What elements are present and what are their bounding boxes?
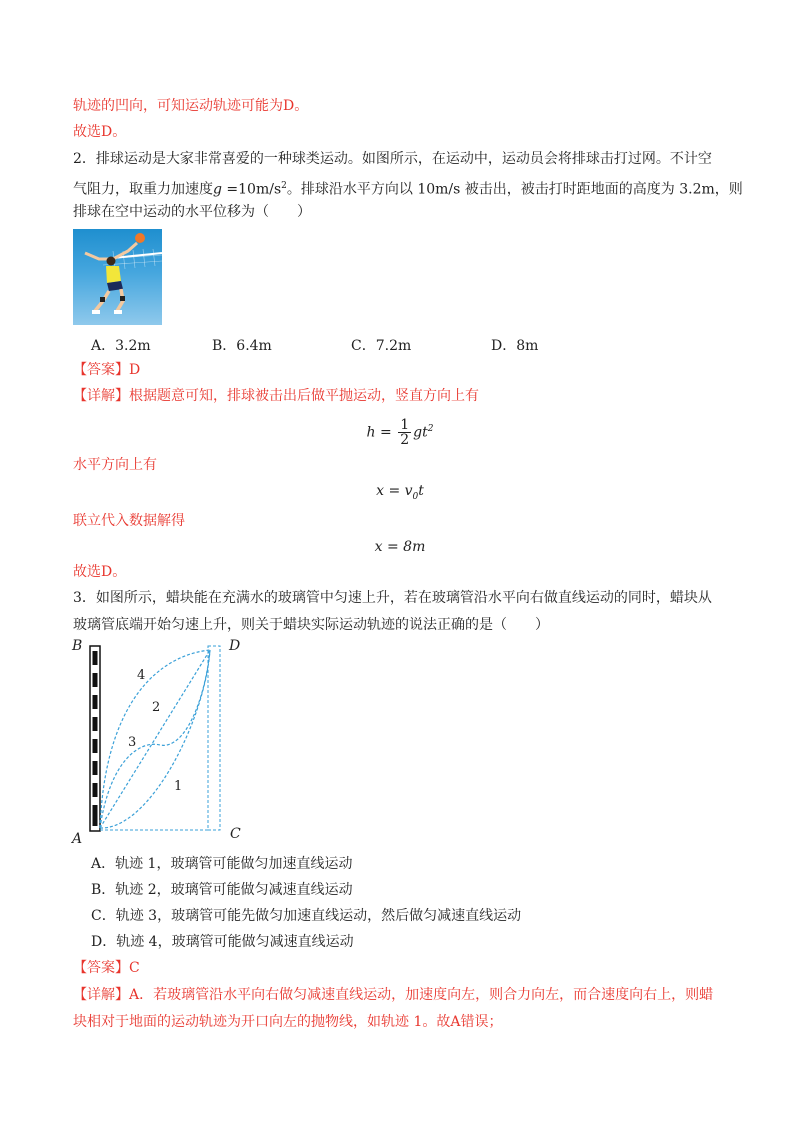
q2-text-horizontal: 水平方向上有 xyxy=(73,457,157,473)
q3-option-d: D．轨迹 4，玻璃管可能做匀减速直线运动 xyxy=(91,934,354,950)
curve-label-3: 3 xyxy=(128,735,137,750)
q3-stem-line-1: 3．如图所示，蜡块能在充满水的玻璃管中匀速上升，若在玻璃管沿水平向右做直线运动的同时，蜡块从 xyxy=(73,590,712,606)
detail-label: 【详解】 xyxy=(73,388,129,404)
answer-value: C xyxy=(129,960,140,976)
top-line-2: 故选D。 xyxy=(73,124,127,140)
volleyball-player-illustration xyxy=(73,229,162,325)
detail-text: 根据题意可知，排球被击出后做平抛运动，竖直方向上有 xyxy=(129,388,479,404)
q2-option-d: D．8m xyxy=(491,338,539,354)
q2-stem-line-1: 2．排球运动是大家非常喜爱的一种球类运动。如图所示，在运动中，运动员会将排球击打过网。不计空 xyxy=(73,151,712,167)
q3-option-b: B．轨迹 2，玻璃管可能做匀减速直线运动 xyxy=(91,882,353,898)
label-a: A xyxy=(72,831,83,845)
top-line-1: 轨迹的凹向，可知运动轨迹可能为D。 xyxy=(73,98,309,114)
q2-option-c: C．7.2m xyxy=(351,338,412,354)
q2-stem-line-3: 排球在空中运动的水平位移为（ ） xyxy=(73,204,311,220)
q3-stem-line-2: 玻璃管底端开始匀速上升，则关于蜡块实际运动轨迹的说法正确的是（ ） xyxy=(73,617,549,633)
q2-detail xyxy=(73,386,479,406)
q3-option-a: A．轨迹 1，玻璃管可能做匀加速直线运动 xyxy=(91,856,353,872)
tube-final-position xyxy=(208,646,220,830)
answer-value: D xyxy=(129,362,141,378)
q2-option-a: A．3.2m xyxy=(91,338,151,354)
q2-formula-1: h = $\frac{1}{2}$ $gt^2$ xyxy=(366,417,434,449)
label-b: B xyxy=(72,638,83,654)
q3-option-c: C．轨迹 3，玻璃管可能先做匀加速直线运动，然后做匀减速直线运动 xyxy=(91,908,522,924)
q2-conclusion: 故选D。 xyxy=(73,564,127,580)
label-c: C xyxy=(230,826,241,842)
q2-answer xyxy=(73,360,140,380)
answer-label: 【答案】 xyxy=(73,362,129,378)
volleyball-photo xyxy=(73,229,162,325)
q2-stem-line-2: 气阻力，取重力加速度$g =10m/s^2$。排球沿水平方向以 10m/s 被击出，被击打时距地面的高度为 3.2m，则 xyxy=(73,181,743,198)
detail-label: 【详解】 xyxy=(73,987,129,1003)
q2-option-b: B．6.4m xyxy=(212,338,272,354)
curve-label-2: 2 xyxy=(152,700,161,715)
trajectory-2 xyxy=(100,650,210,828)
curve-label-1: 1 xyxy=(174,779,183,794)
detail-text: A．若玻璃管沿水平向右做匀减速直线运动，加速度向左，则合力向左，而合速度向右上，则蜡 xyxy=(129,987,714,1003)
q2-text-solve: 联立代入数据解得 xyxy=(73,513,185,529)
curve-label-4: 4 xyxy=(137,668,146,683)
answer-label: 【答案】 xyxy=(73,960,129,976)
label-d: D xyxy=(229,638,241,654)
q3-answer xyxy=(73,958,140,978)
trajectory-diagram xyxy=(60,630,260,845)
q3-detail-line-1 xyxy=(73,985,713,1005)
q3-detail-line-2: 块相对于地面的运动轨迹为开口向左的抛物线，如轨迹 1。故A错误； xyxy=(73,1014,503,1030)
q2-formula-2: $x = v_0t$ xyxy=(376,483,424,502)
q2-formula-3: x = 8m xyxy=(374,539,426,555)
